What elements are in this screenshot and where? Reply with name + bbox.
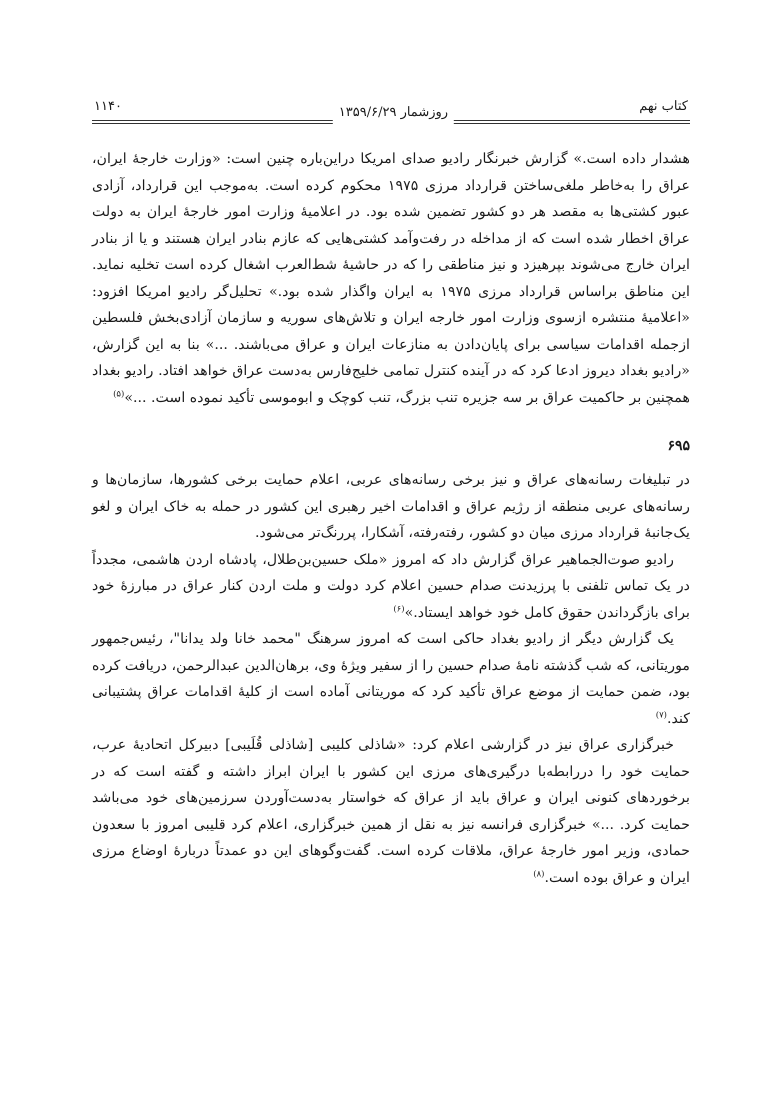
- footnote-marker: (۵): [113, 388, 125, 399]
- running-header: [92, 96, 690, 118]
- entry-paragraph: [92, 732, 690, 891]
- entry-number: ۶۹۵: [667, 438, 690, 454]
- footnote-marker: (۷): [655, 709, 667, 720]
- footnote-marker: (۸): [533, 868, 545, 879]
- paragraph-text: یک گزارش دیگر از رادیو بغداد حاکی است که امروز سرهنگ "محمد خانا ولد یدانا"، رئیس‌جمهور موریتانی، که شب گذشته نامهٔ صدام حسین را از سفیر ویژهٔ وی، برهان‌الدین عبدالرحمن، دریافت کرده بود، ضمن حمایت از موضع عراق تأکید کرد که موریتانی آماده است از کلیهٔ اقدامات عراق پشتیبانی کند.: [92, 631, 690, 727]
- book-page: [92, 96, 690, 886]
- page-body: [92, 146, 690, 891]
- page-number: ۱۱۴۰: [94, 99, 122, 114]
- paragraph-text: رادیو صوت‌الجماهیر عراق گزارش داد که امروز «ملک حسین‌بن‌طلال، پادشاه اردن هاشمی، مجدداً در یک تماس تلفنی با پرزیدنت صدام حسین اعلام کرد دولت و ملت اردن کنار عراق در مبارزهٔ خود برای بازگرداندن حقوق کامل خود خواهد ایستاد.»: [92, 551, 690, 621]
- entry-paragraph: [92, 467, 690, 547]
- daily-chronicle-label: روزشمار ۱۳۵۹/۶/۲۹: [333, 102, 454, 124]
- entry-paragraph: [92, 626, 690, 732]
- entry-paragraph: [92, 547, 690, 627]
- paragraph-text: خبرگزاری عراق نیز در گزارشی اعلام کرد: «شاذلی کلیبی [شاذلی قُلَیبی] دبیرکل اتحادیهٔ عرب، حمایت خود را دررابطه‌با درگیری‌های مرزی این کشور با ایران ابراز داشته و گفته است که در برخوردهای کنونی ایران و عراق باید از عراق که خواستار به‌دست‌آوردن سرزمین‌های خود می‌باشد حمایت کرد. ...» خبرگزاری فرانسه نیز به نقل از همین خبرگزاری، اعلام کرد قلیبی امروز با سعدون حمادی، وزیر امور خارجهٔ عراق، ملاقات کرده است. گفت‌وگوهای این دو عمدتاً دربارهٔ اوضاع مرزی ایران و عراق بوده است.: [92, 737, 690, 886]
- paragraph-text: در تبلیغات رسانه‌های عراق و نیز برخی رسانه‌های عربی، اعلام حمایت برخی کشورها، سازمان‌ها و رسانه‌های عربی منطقه از رژیم عراق و اقدامات اخیر رهبری این کشور در حمله به خاک ایران و لغو یک‌جانبهٔ قرارداد مرزی میان دو کشور، رفته‌رفته، آشکارا، پررنگ‌تر می‌شود.: [92, 472, 690, 541]
- book-title: کتاب نهم: [639, 99, 688, 114]
- continued-paragraph: [92, 146, 690, 411]
- footnote-marker: (۶): [393, 603, 405, 614]
- paragraph-text: هشدار داده است.» گزارش خبرنگار رادیو صدای امریکا دراین‌باره چنین است: «وزارت خارجهٔ ایران، عراق را به‌خاطر ملغی‌ساختن قرارداد مرزی ۱۹۷۵ محکوم کرده است. به‌موجب این قرارداد، آزادی عبور کشتی‌ها به مقصد هر دو کشور تضمین شده بود. در اعلامیهٔ وزارت امور خارجهٔ ایران به دولت عراق اخطار شده است که از مداخله در رفت‌وآمد کشتی‌هایی که عازم بنادر ایران هستند و یا از بنادر ایران خارج می‌شوند بپرهیزد و نیز مناطقی را که در حاشیهٔ شط‌العرب اشغال کرده است تخلیه نماید. این مناطق براساس قرارداد مرزی ۱۹۷۵ به ایران واگذار شده بود.» تحلیل‌گر رادیو امریکا افزود: «اعلامیهٔ منتشره ازسوی وزارت امور خارجه ایران و تلاش‌های سوریه و سازمان آزادی‌بخش فلسطین ازجمله اقدامات سیاسی برای پایان‌دادن به منازعات ایران و عراق می‌باشند. ...» بنا به این گزارش، «رادیو بغداد دیروز ادعا کرد که در آینده کنترل تمامی خلیج‌فارس به‌دست عراق خواهد افتاد. رادیو بغداد همچنین بر حاکمیت عراق بر سه جزیره تنب بزرگ، تنب کوچک و ابوموسی تأکید نموده است. ...»: [92, 151, 690, 406]
